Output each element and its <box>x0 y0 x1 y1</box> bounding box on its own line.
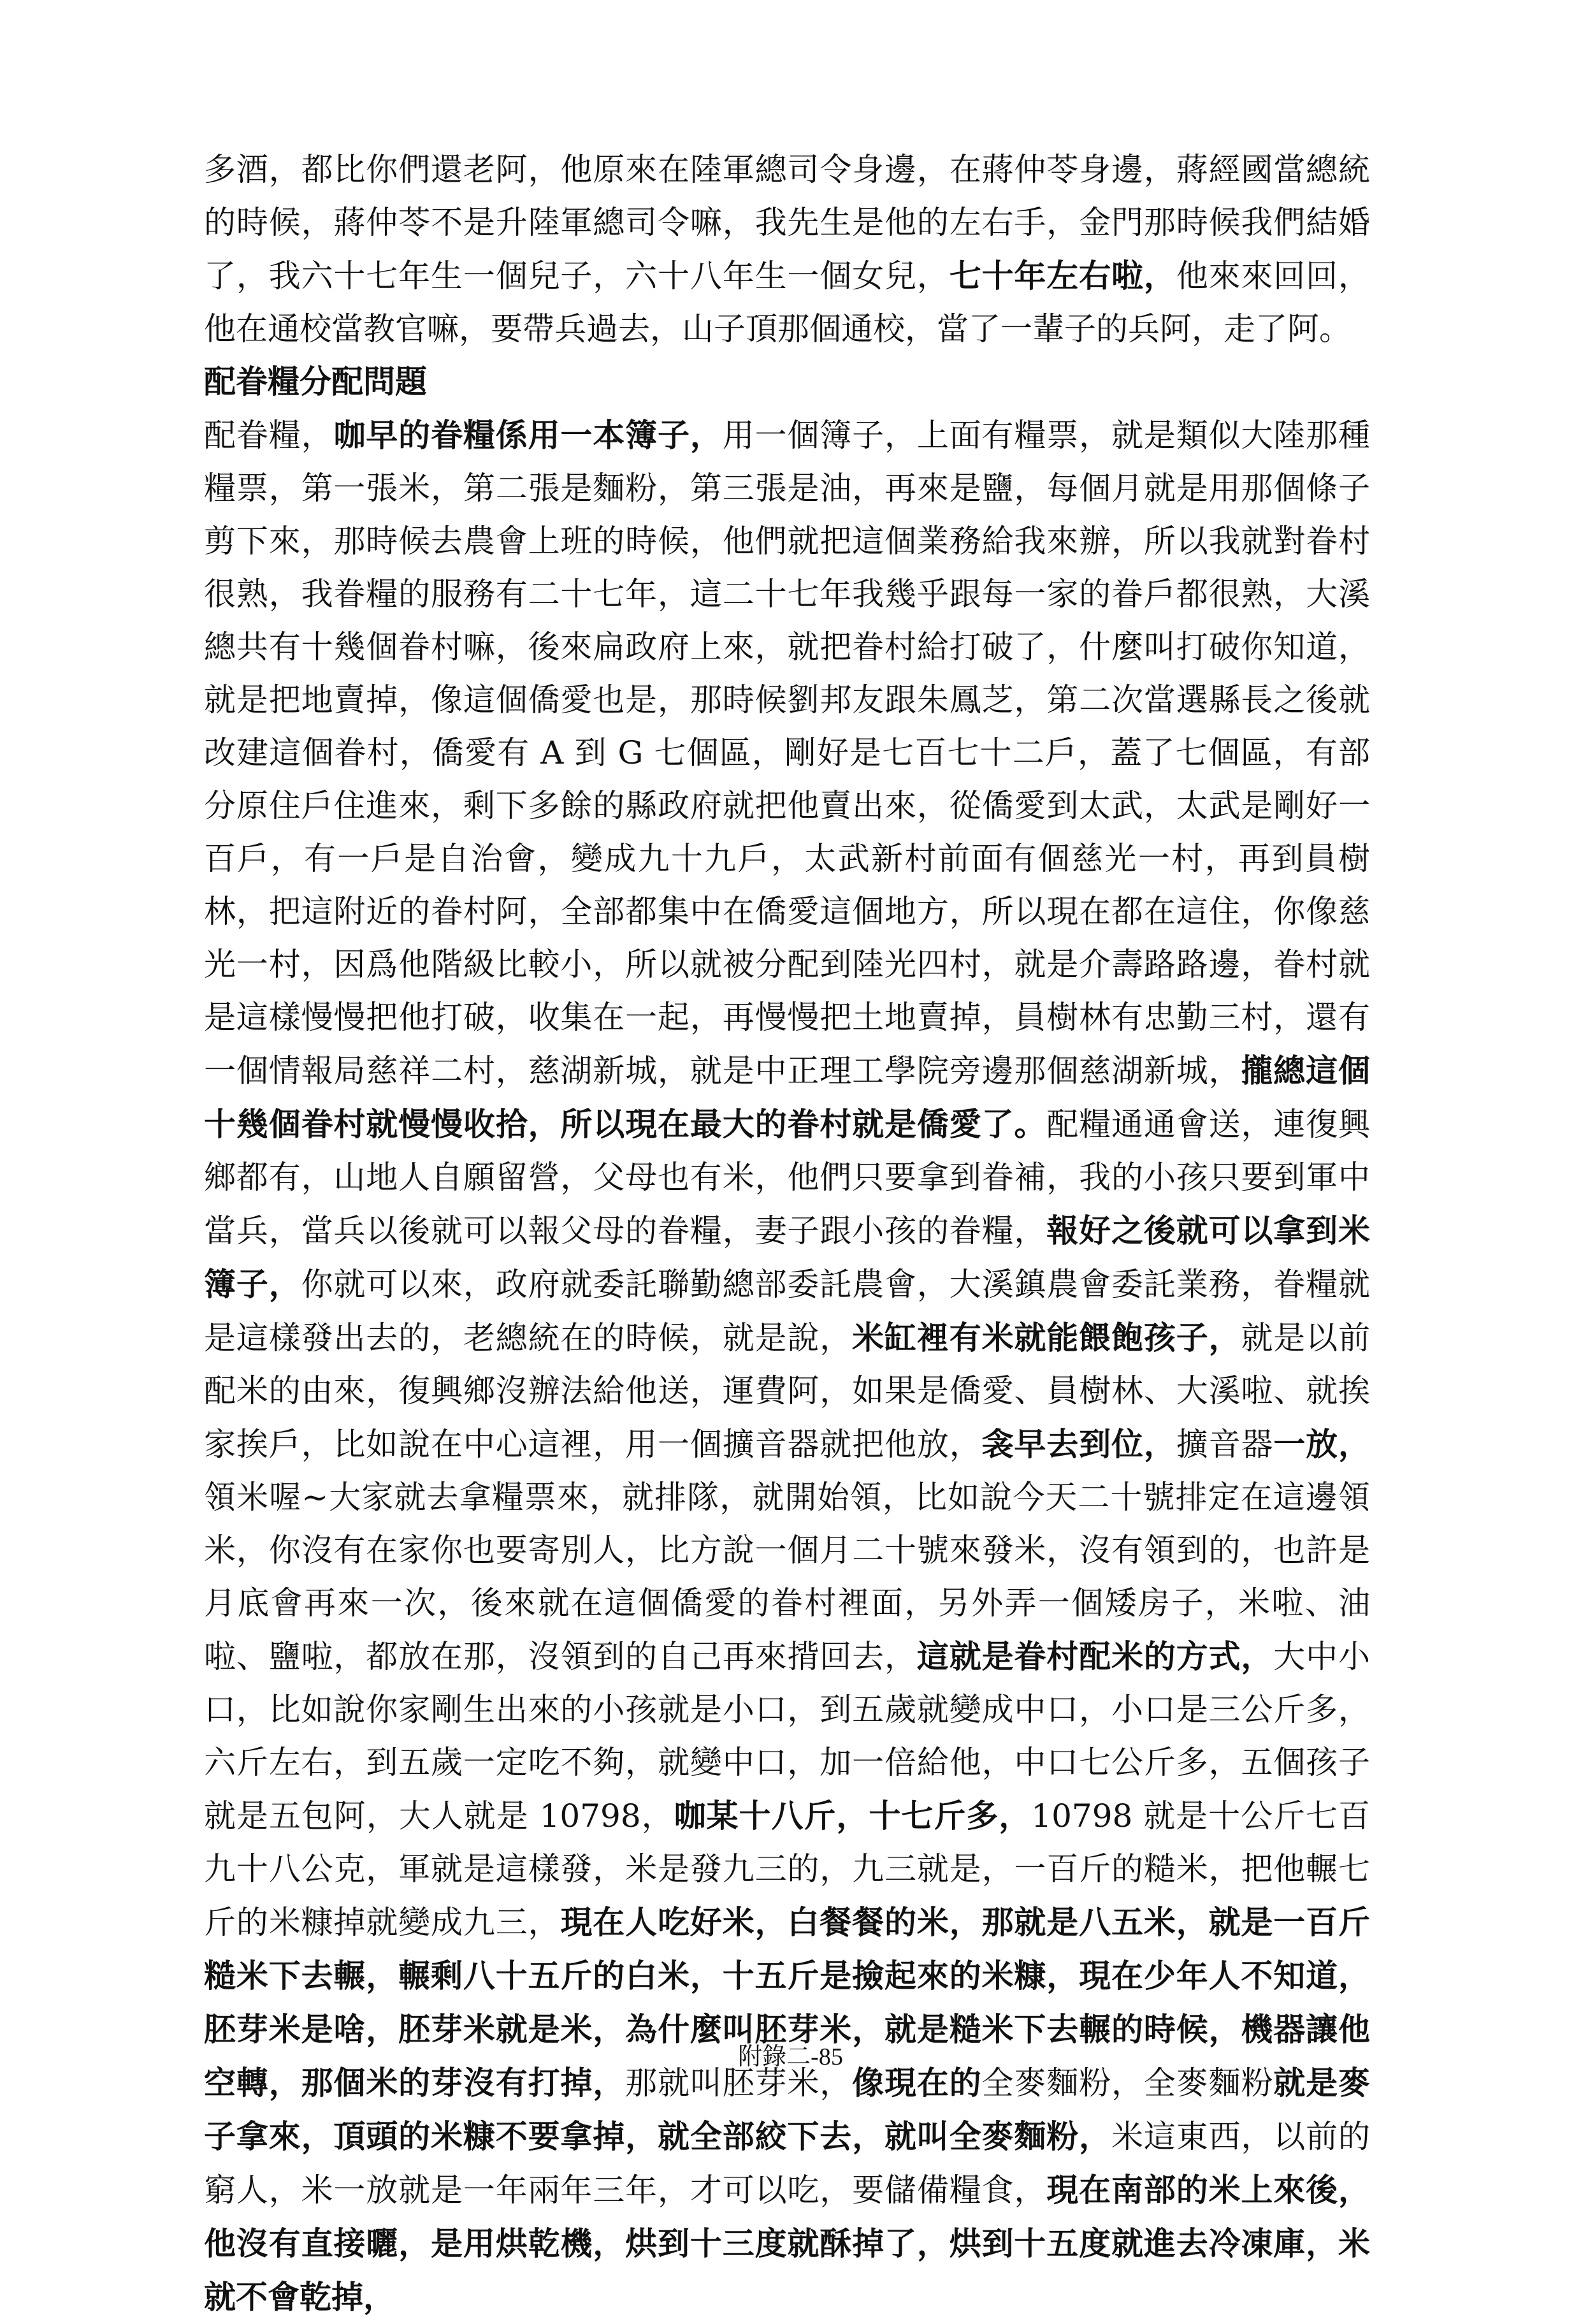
bold-text-run: 衾早去到位， <box>981 1425 1176 1463</box>
bold-text-run: 現在人吃好米，白餐餐的米，那就是八五米，就是一百斤糙米下去輾，輾剩八十五斤的白米，十五斤是撿起來的米糠，現在少年人不知道，胚芽米是啥，胚芽米就是米，為什麼叫胚芽米，就是糙米下去輾的時候，機器讓他空轉，那個米的芽沒有打掉， <box>204 1903 1371 2102</box>
text-run: 多酒，都比你們還老阿，他原來在陸軍總司令身邊，在蔣仲苓身邊，蔣經國當總統的時候，蔣仲苓不是升陸軍總司令嘛，我先生是他的左右手，金門那時候我們結婚了，我六十七年生一個兒子，六十八年生一個女兒， <box>204 151 1370 294</box>
bold-text-run: 咖早的眷糧係用一本簿子， <box>333 416 723 454</box>
text-run: 那就叫胚芽米， <box>625 2065 853 2102</box>
bold-text-run: 現在南部的米上來後，他沒有直接曬，是用烘乾機，烘到十三度就酥掉了，烘到十五度就進去冷凍庫，米就不會乾掉， <box>204 2171 1371 2316</box>
text-run: 大中小口，比如說你家剛生出來的小孩就是小口，到五歲就變成中口，小口是三公斤多，六斤左右，到五歲一定吃不夠，就變中口，加一倍給他，中口七公斤多，五個孩子就是五包阿，大人就是 10798， <box>204 1638 1371 1834</box>
text-run: 用一個簿子，上面有糧票，就是類似大陸那種糧票，第一張米，第二張是麵粉，第三張是油，再來是鹽，每個月就是用那個條子剪下來，那時候去農會上班的時候，他們就把這個業務給我來辦，所以我就對眷村很熟，我眷糧的服務有二十七年，這二十七年我幾乎跟每一家的眷戶都很熟，大溪總共有十幾個眷村嘛，後來扁政府上來，就把眷村給打破了，什麼叫打破你知道，就是把地賣掉，像這個僑愛也是，那時候劉邦友跟朱鳳芝，第二次當選縣長之後就改建這個眷村，僑愛有 A 到 G 七個區，剛好是七百七十二戶，蓋了七個區，有部分原住戶住進來，剩下多餘的縣政府就把他賣出來，從僑愛到太武，太武是剛好一百戶，有一戶是自治會，變成九十九戶，太武新村前面有個慈光一村，再到員樹林，把這附近的眷村阿，全部都集中在僑愛這個地方，所以現在都在這住，你像慈光一村，因爲他階級比較小，所以就被分配到陸光四村，就是介壽路路邊，眷村就是這樣慢慢把他打破，收集在一起，再慢慢把土地賣掉，員樹林有忠勤三村，還有一個情報局慈祥二村，慈湖新城，就是中正理工學院旁邊那個慈湖新城， <box>204 417 1371 1089</box>
bold-text-run: 咖某十八斤，十七斤多， <box>674 1797 1032 1834</box>
bold-text-run: 就是麥子拿來，頂頭的米糠不要拿掉，就全部絞下去，就叫全麥麵粉， <box>204 2064 1371 2155</box>
text-run: 他來來回回，他在通校當教官嘛，要帶兵過去，山子頂那個通校，當了一輩子的兵阿，走了阿。 <box>204 258 1371 347</box>
section-heading: 配眷糧分配問題 <box>204 363 427 400</box>
text-run: 全麥麵粉，全麥麵粉 <box>981 2065 1274 2102</box>
text-run: 配糧通通會送，連復興鄉都有，山地人自願留營，父母也有米，他們只要拿到眷補，我的小孩只要到軍中當兵，當兵以後就可以報父母的眷糧，妻子跟小孩的眷糧， <box>204 1106 1371 1249</box>
bold-text-run: 米缸裡有米就能餵飽孩子， <box>852 1319 1241 1356</box>
page-footer: 附錄二-85 <box>738 2044 843 2070</box>
text-run: 米這東西，以前的窮人，米一放就是一年兩年三年，才可以吃，要儲備糧食， <box>204 2118 1370 2209</box>
paragraph-intro <box>204 143 1370 356</box>
bold-text-run: 這就是眷村配米的方式， <box>916 1638 1274 1675</box>
bold-text-run: 攏總這個十幾個眷村就慢慢收拾，所以現在最大的眷村就是僑愛了。 <box>204 1052 1371 1143</box>
bold-text-run: 報好之後就可以拿到米簿子， <box>204 1212 1371 1303</box>
text-run: 配眷糧， <box>204 417 334 454</box>
text-run: 領米喔~大家就去拿糧票來，就排隊，就開始領，比如說今天二十號排定在這邊領米，你沒有在家你也要寄別人，比方說一個月二十號來發米，沒有領到的，也許是月底會再來一次，後來就在這個僑愛的眷村裡面，另外弄一個矮房子，米啦、油啦、鹽啦，都放在那，沒領到的自己再來揹回去， <box>204 1479 1370 1675</box>
text-run: 就是以前配米的由來，復興鄉沒辦法給他送，運費阿，如果是僑愛、員樹林、大溪啦、就挨家挨戶，比如說在中心這裡，用一個擴音器就把他放， <box>204 1319 1371 1463</box>
bold-text-run: 像現在的 <box>852 2064 982 2102</box>
bold-text-run: 七十年左右啦， <box>949 257 1176 294</box>
text-run: 擴音器 <box>1176 1426 1274 1463</box>
text-run: 10798 就是十公斤七百九十八公克，軍就是這樣發，米是發九三的，九三就是，一百斤的糙米，把他輾七斤的米糠掉就變成九三， <box>204 1797 1371 1941</box>
document-body <box>204 143 1370 2324</box>
text-run: 你就可以來，政府就委託聯勤總部委託農會，大溪鎮農會委託業務，眷糧就是這樣發出去的，老總統在的時候，就是說， <box>204 1266 1371 1356</box>
bold-text-run: 一放， <box>1273 1425 1371 1463</box>
